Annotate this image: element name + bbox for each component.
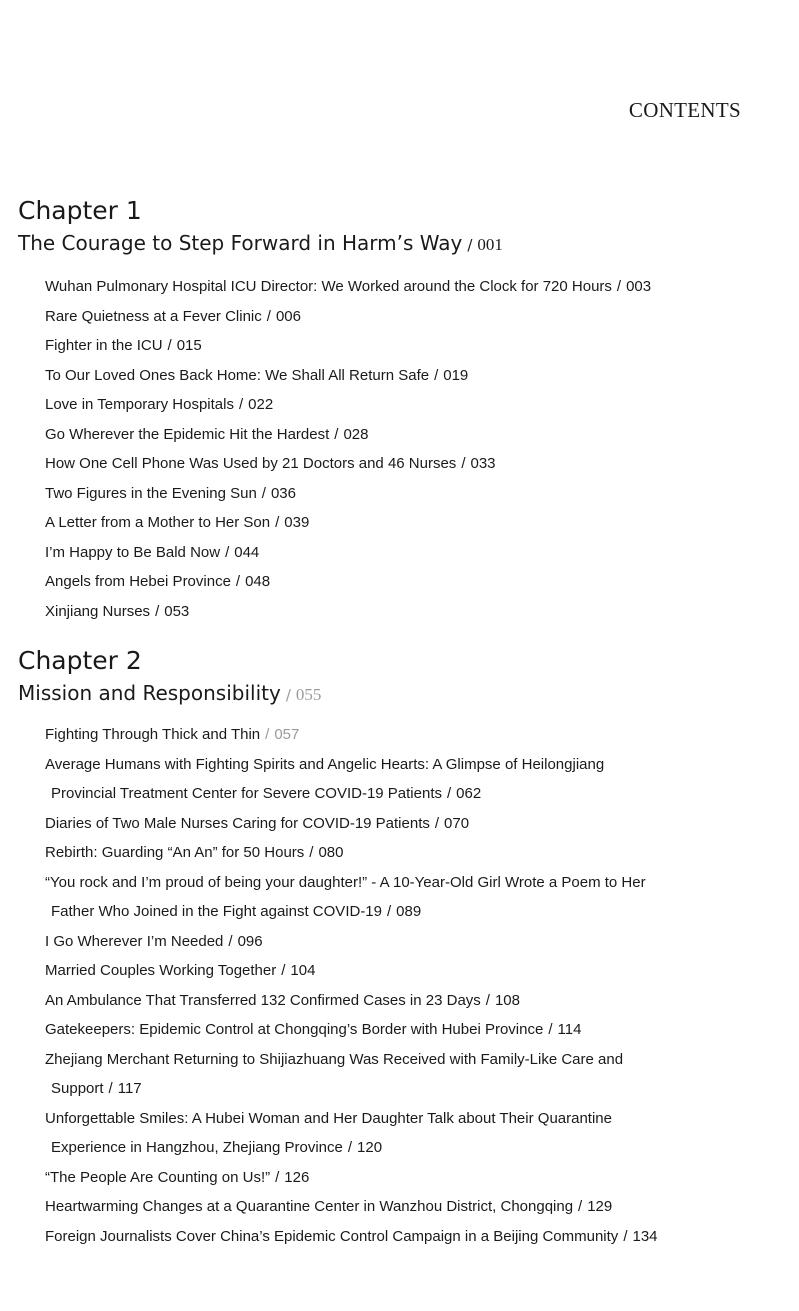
chapter-2-header	[18, 646, 321, 709]
list-item[interactable]: Two Figures in the Evening Sun / 036	[45, 484, 296, 502]
list-item[interactable]: Gatekeepers: Epidemic Control at Chongqing’s Border with Hubei Province / 114	[45, 1021, 582, 1038]
entry-title: “The People Are Counting on Us!”	[45, 1168, 271, 1186]
chapter-page-number: 055	[295, 685, 322, 704]
list-item[interactable]: Married Couples Working Together / 104	[45, 962, 316, 979]
entry-title: Rebirth: Guarding “An An” for 50 Hours	[45, 844, 305, 861]
entry-title: Fighter in the ICU	[45, 337, 163, 354]
entry-title: I’m Happy to Be Bald Now	[45, 543, 221, 561]
entry-title: Unforgettable Smiles: A Hubei Woman and Her Daughter Talk about Their Quarantine	[45, 1109, 612, 1127]
entry-title: Heartwarming Changes at a Quarantine Center in Wanzhou District, Chongqing	[45, 1198, 574, 1215]
entry-page: 039	[284, 514, 310, 531]
entry-title: Rare Quietness at a Fever Clinic	[45, 307, 262, 325]
list-item[interactable]: To Our Loved Ones Back Home: We Shall All Return Safe / 019	[45, 366, 469, 384]
entry-title: Go Wherever the Epidemic Hit the Hardest	[45, 425, 330, 443]
chapter-title-text: The Courage to Step Forward in Harm’s Way	[18, 231, 463, 255]
entry-page: 019	[443, 366, 469, 384]
entry-page: 120	[357, 1139, 383, 1156]
entry-title: Angels from Hebei Province	[45, 573, 231, 590]
entry-page: 033	[470, 455, 496, 472]
list-item[interactable]: How One Cell Phone Was Used by 21 Doctors and 46 Nurses / 033	[45, 455, 496, 472]
entry-title: “You rock and I’m proud of being your daughter!” - A 10-Year-Old Girl Wrote a Poem to Her	[45, 873, 646, 891]
chapter-number: Chapter 1	[18, 196, 142, 225]
chapter-title: Mission and Responsibility / 055	[18, 681, 322, 705]
chapter-page-number: 001	[477, 235, 503, 254]
list-item[interactable]: Love in Temporary Hospitals / 022	[45, 396, 274, 413]
list-item[interactable]: Go Wherever the Epidemic Hit the Hardest / 028	[45, 425, 369, 443]
list-item[interactable]: I’m Happy to Be Bald Now / 044	[45, 543, 260, 561]
chapter-1-entries	[45, 272, 710, 626]
entry-title: To Our Loved Ones Back Home: We Shall All Return Safe	[45, 366, 430, 384]
list-item[interactable]: Rebirth: Guarding “An An” for 50 Hours / 080	[45, 844, 344, 861]
entry-title: Wuhan Pulmonary Hospital ICU Director: We Worked around the Clock for 720 Hours	[45, 278, 612, 295]
entry-title: How One Cell Phone Was Used by 21 Doctors and 46 Nurses	[45, 455, 457, 472]
list-item[interactable]: Xinjiang Nurses / 053	[45, 602, 190, 620]
entry-page: 053	[164, 602, 190, 620]
list-item[interactable]: Wuhan Pulmonary Hospital ICU Director: We Worked around the Clock for 720 Hours / 003	[45, 278, 652, 295]
entry-page: 048	[245, 573, 271, 590]
chapter-title-text: Mission and Responsibility	[18, 681, 281, 705]
list-item[interactable]: Fighting Through Thick and Thin / 057	[45, 726, 300, 743]
list-item[interactable]: “You rock and I’m proud of being your daughter!” - A 10-Year-Old Girl Wrote a Poem to Her Father Who Joined in the Fight against COVID-19 / 089	[45, 873, 646, 920]
entry-title: Fighting Through Thick and Thin	[45, 726, 261, 743]
entry-page: 080	[318, 844, 344, 861]
chapter-number: Chapter 2	[18, 646, 142, 675]
list-item[interactable]: I Go Wherever I’m Needed / 096	[45, 932, 263, 950]
entry-title: I Go Wherever I’m Needed	[45, 932, 224, 950]
list-item[interactable]: Average Humans with Fighting Spirits and Angelic Hearts: A Glimpse of Heilongjiang Provincial Treatment Center for Severe COVID-19 Patients / 062	[45, 755, 605, 802]
list-item[interactable]: “The People Are Counting on Us!” / 126	[45, 1168, 310, 1186]
entry-title: Two Figures in the Evening Sun	[45, 484, 257, 502]
entry-title: Average Humans with Fighting Spirits and Angelic Hearts: A Glimpse of Heilongjiang	[45, 755, 605, 773]
entry-title: Gatekeepers: Epidemic Control at Chongqing’s Border with Hubei Province	[45, 1021, 544, 1038]
list-item[interactable]: Unforgettable Smiles: A Hubei Woman and Her Daughter Talk about Their Quarantine Experience in Hangzhou, Zhejiang Province / 120	[45, 1109, 612, 1156]
chapter-2-entries	[45, 720, 710, 1251]
entry-page: 114	[557, 1021, 582, 1038]
entry-page: 003	[626, 278, 652, 295]
entry-title: An Ambulance That Transferred 132 Confirmed Cases in 23 Days	[45, 991, 481, 1009]
list-item[interactable]: Zhejiang Merchant Returning to Shijiazhuang Was Received with Family-Like Care and Support / 117	[45, 1050, 624, 1097]
entry-page: 129	[587, 1198, 613, 1215]
list-item[interactable]: Diaries of Two Male Nurses Caring for COVID-19 Patients / 070	[45, 814, 470, 832]
entry-title-continued: Support	[51, 1080, 104, 1097]
entry-page: 134	[632, 1227, 658, 1245]
entry-page: 096	[237, 932, 263, 950]
entry-title: Xinjiang Nurses	[45, 602, 151, 620]
list-item[interactable]: A Letter from a Mother to Her Son / 039	[45, 514, 310, 531]
list-item[interactable]: Fighter in the ICU / 015	[45, 337, 202, 354]
entry-page: 089	[396, 903, 422, 920]
entry-page: 070	[444, 814, 470, 832]
entry-title: Zhejiang Merchant Returning to Shijiazhuang Was Received with Family-Like Care and	[45, 1050, 624, 1068]
entry-page: 117	[117, 1080, 142, 1097]
chapter-1-header	[18, 196, 503, 259]
entry-page: 036	[270, 484, 296, 502]
entry-title: Love in Temporary Hospitals	[45, 396, 234, 413]
entry-title-continued: Father Who Joined in the Fight against COVID-19	[51, 903, 382, 920]
entry-title: Foreign Journalists Cover China’s Epidemic Control Campaign in a Beijing Community	[45, 1227, 619, 1245]
entry-page: 062	[456, 785, 482, 802]
list-item[interactable]: Rare Quietness at a Fever Clinic / 006	[45, 307, 301, 325]
entry-page: 006	[275, 307, 301, 325]
list-item[interactable]: Angels from Hebei Province / 048	[45, 573, 271, 590]
entry-title-continued: Experience in Hangzhou, Zhejiang Province	[51, 1139, 343, 1156]
contents-heading: CONTENTS	[628, 98, 741, 122]
entry-title: Married Couples Working Together	[45, 962, 277, 979]
entry-page: 108	[494, 991, 520, 1009]
entry-title-continued: Provincial Treatment Center for Severe COVID-19 Patients	[51, 785, 442, 802]
entry-page: 057	[274, 726, 300, 743]
entry-page: 022	[248, 396, 274, 413]
entry-title: A Letter from a Mother to Her Son	[45, 514, 271, 531]
chapter-title: The Courage to Step Forward in Harm’s Way / 001	[18, 231, 503, 255]
entry-page: 104	[290, 962, 316, 979]
list-item[interactable]: Heartwarming Changes at a Quarantine Center in Wanzhou District, Chongqing / 129	[45, 1198, 613, 1215]
entry-page: 126	[284, 1168, 310, 1186]
list-item[interactable]: An Ambulance That Transferred 132 Confirmed Cases in 23 Days / 108	[45, 991, 520, 1009]
entry-page: 015	[176, 337, 202, 354]
entry-title: Diaries of Two Male Nurses Caring for COVID-19 Patients	[45, 814, 430, 832]
list-item[interactable]: Foreign Journalists Cover China’s Epidemic Control Campaign in a Beijing Community / 134	[45, 1227, 658, 1245]
entry-page: 028	[343, 425, 369, 443]
entry-page: 044	[234, 543, 260, 561]
